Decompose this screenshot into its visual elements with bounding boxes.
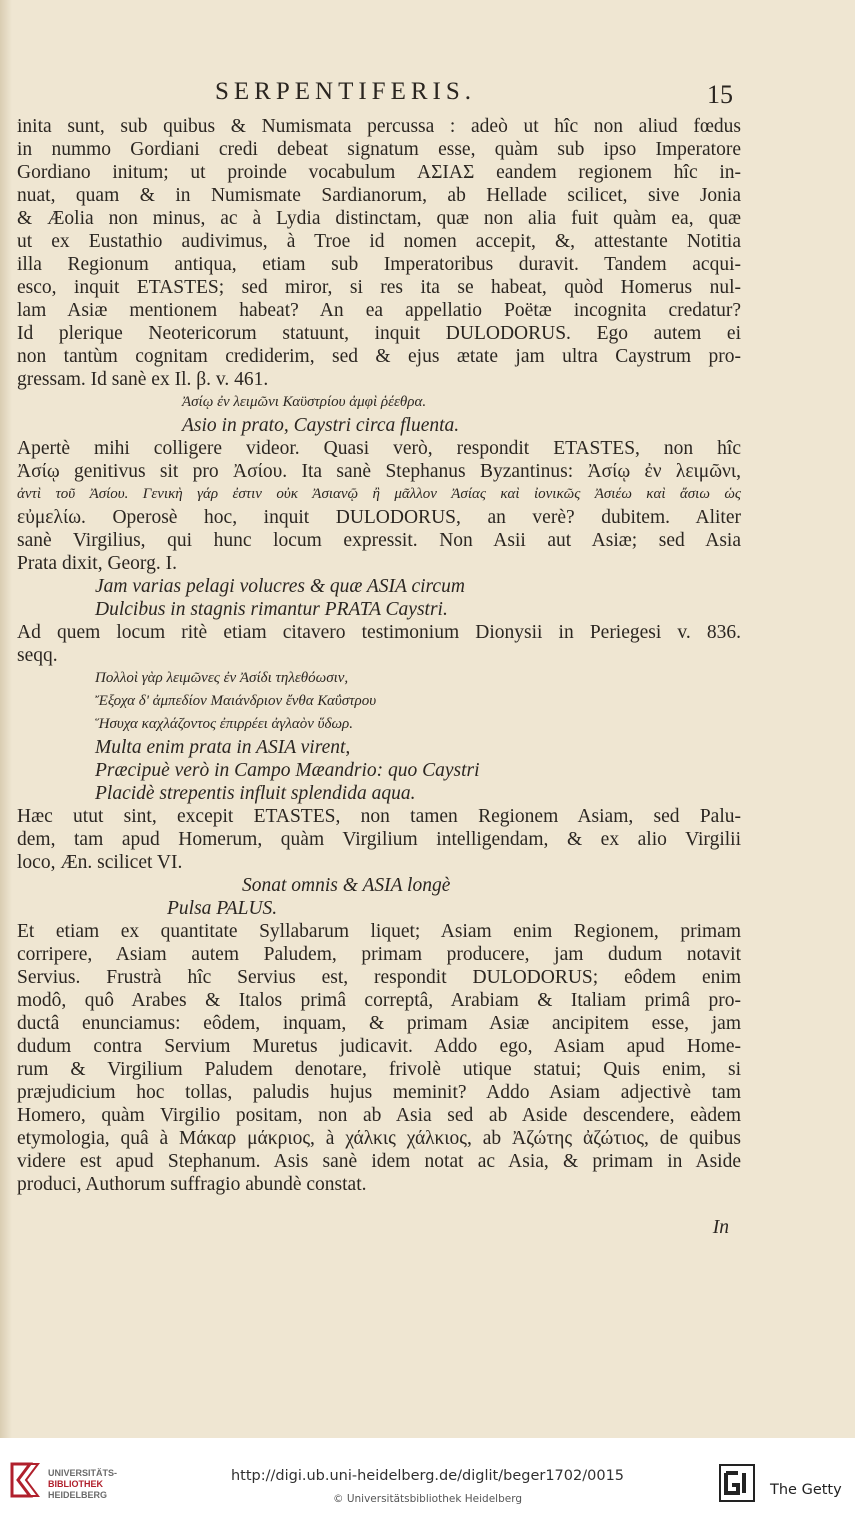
text-line: Placidè strepentis influit splendida aqua. bbox=[95, 783, 416, 804]
text-line: Ἥσυχα καχλάζοντος ἐπιρρέει ἀγλαὸν ὕδωρ. bbox=[95, 716, 353, 732]
running-title: SERPENTIFERIS. bbox=[215, 78, 477, 105]
page-header bbox=[0, 74, 855, 114]
text-line: etymologia, quâ à Μάκαρ μάκριος, à χάλκις χάλκιος, ab Ἀζώτης ἀζώτιος, de quibus bbox=[17, 1128, 741, 1149]
text-line: Ἀσίῳ genitivus sit pro Ἀσίου. Ita sanè Stephanus Byzantinus: Ἀσίῳ ἐν λειμῶνι, bbox=[17, 461, 741, 482]
text-line: Id plerique Neotericorum statuunt, inquit DULODORUS. Ego autem ei bbox=[17, 323, 741, 344]
text-line: dudum contra Servium Muretus judicavit. Addo ego, Asiam apud Home- bbox=[17, 1036, 741, 1057]
text-line: sanè Virgilius, qui hunc locum expressit. Non Asii aut Asiæ; sed Asia bbox=[17, 530, 741, 551]
catchword: In bbox=[712, 1217, 729, 1238]
university-name-line-2: BIBLIOTHEK bbox=[48, 1479, 103, 1489]
text-line: rum & Virgilium Paludem denotare, frivolè utique statui; Quis enim, si bbox=[17, 1059, 741, 1080]
text-line: & Æolia non minus, ac à Lydia distinctam, quæ non alia fuit quàm ea, quæ bbox=[17, 208, 741, 229]
getty-logo-icon[interactable] bbox=[718, 1463, 756, 1503]
text-line: gressam. Id sanè ex Il. β. v. 461. bbox=[17, 369, 269, 390]
text-line: produci, Authorum suffragio abundè constat. bbox=[17, 1174, 367, 1195]
text-line: Et etiam ex quantitate Syllabarum liquet; Asiam enim Regionem, primam bbox=[17, 921, 741, 942]
university-name-line-3: HEIDELBERG bbox=[48, 1490, 108, 1500]
partner-name: The Getty bbox=[770, 1482, 842, 1498]
text-line: Ἀσίῳ ἐν λειμῶνι Καϋστρίου ἀμφὶ ῥέεθρα. bbox=[182, 394, 427, 410]
university-name-line-1: UNIVERSITÄTS- bbox=[48, 1468, 118, 1478]
text-line: in nummo Gordiani credi debeat signatum esse, quàm sub ipso Imperatore bbox=[17, 139, 741, 160]
text-line: Hæc utut sint, excepit ETASTES, non tamen Regionem Asiam, sed Palu- bbox=[17, 806, 741, 827]
text-line: Πολλοὶ γὰρ λειμῶνες ἐν Ἀσίδι τηλεθόωσιν, bbox=[95, 670, 349, 686]
text-line: videre est apud Stephanum. Asis sanè idem notat ac Asia, & primam in Aside bbox=[17, 1151, 741, 1172]
text-line: Ad quem locum ritè etiam citavero testimonium Dionysii in Periegesi v. 836. bbox=[17, 622, 741, 643]
text-line: Pulsa PALUS. bbox=[167, 898, 278, 919]
text-line: ἀντὶ τοῦ Ἀσίου. Γενικὴ γάρ ἐστιν οὐκ Ἀσιανῷ ἢ μᾶλλον Ἀσίας καὶ ἰονικῶς Ἀσιέω καὶ ἄσιω ὡς bbox=[17, 486, 741, 502]
text-line: dem, tam apud Homerum, quàm Virgilium intelligendam, & ex alio Virgilii bbox=[17, 829, 741, 850]
text-line: Sonat omnis & ASIA longè bbox=[242, 875, 451, 896]
text-line: esco, inquit ETASTES; sed miror, si res ita se habeat, quòd Homerus nul- bbox=[17, 277, 741, 298]
text-line: corripere, Asiam autem Paludem, primam producere, jam dudum notavit bbox=[17, 944, 741, 965]
text-line: Apertè mihi colligere videor. Quasi verò, respondit ETASTES, non hîc bbox=[17, 438, 741, 459]
text-line: Prata dixit, Georg. I. bbox=[17, 553, 177, 574]
text-line: loco, Æn. scilicet VI. bbox=[17, 852, 183, 873]
text-line: Ἔξοχα δ' ἀμπεδίον Μαιάνδριον ἔνθα Καΰστρου bbox=[95, 693, 377, 709]
text-line: nuat, quam & in Numismate Sardianorum, ab Hellade scilicet, sive Jonia bbox=[17, 185, 741, 206]
text-line: illa Regionum antiqua, etiam sub Imperatoribus duravit. Tandem acqui- bbox=[17, 254, 741, 275]
page-edge-shadow bbox=[0, 0, 12, 1438]
permalink-url[interactable]: http://digi.ub.uni-heidelberg.de/diglit/beger1702/0015 bbox=[230, 1468, 625, 1484]
text-line: Dulcibus in stagnis rimantur PRATA Caystri. bbox=[95, 599, 448, 620]
text-line: seqq. bbox=[17, 645, 58, 666]
text-line: Multa enim prata in ASIA virent, bbox=[95, 737, 351, 758]
text-line: præjudicium hoc tollas, paludis hujus meminit? Addo Asiam adjectivè tam bbox=[17, 1082, 741, 1103]
text-line: ductâ enunciamus: eôdem, inquam, & primam Asiæ ancipitem esse, jam bbox=[17, 1013, 741, 1034]
text-line: Jam varias pelagi volucres & quæ ASIA circum bbox=[95, 576, 465, 597]
copyright-notice: © Universitätsbibliothek Heidelberg bbox=[332, 1493, 522, 1505]
text-line: inita sunt, sub quibus & Numismata percussa : adeò ut hîc non aliud fœdus bbox=[17, 116, 741, 137]
text-line: Servius. Frustrà hîc Servius est, respondit DULODORUS; eôdem enim bbox=[17, 967, 741, 988]
text-line: Præcipuè verò in Campo Mæandrio: quo Caystri bbox=[95, 760, 480, 781]
text-line: lam Asiæ mentionem habeat? An ea appellatio Poëtæ incognita credatur? bbox=[17, 300, 741, 321]
text-line: ut ex Eustathio audivimus, à Troe id nomen accepit, &, attestante Notitia bbox=[17, 231, 741, 252]
university-library-logo-icon[interactable] bbox=[8, 1460, 42, 1500]
body-text bbox=[17, 115, 741, 1239]
university-library-name bbox=[48, 1468, 148, 1501]
text-line: Gordiano initum; ut proinde vocabulum ΑΣΙΑΣ eandem regionem hîc in- bbox=[17, 162, 741, 183]
page-number: 15 bbox=[707, 80, 733, 109]
text-line: Asio in prato, Caystri circa fluenta. bbox=[182, 415, 460, 436]
text-line: modô, quô Arabes & Italos primâ correptâ, Arabiam & Italiam primâ pro- bbox=[17, 990, 741, 1011]
text-line: Homero, quàm Virgilio positam, non ab Asia sed ab Aside descendere, eàdem bbox=[17, 1105, 741, 1126]
viewer-footer bbox=[0, 1438, 855, 1516]
text-line: non tantùm cognitam crediderim, sed & ejus ætate jam ultra Caystrum pro- bbox=[17, 346, 741, 367]
text-line: εὐμελίω. Operosè hoc, inquit DULODORUS, an verè? dubitem. Aliter bbox=[17, 507, 741, 528]
